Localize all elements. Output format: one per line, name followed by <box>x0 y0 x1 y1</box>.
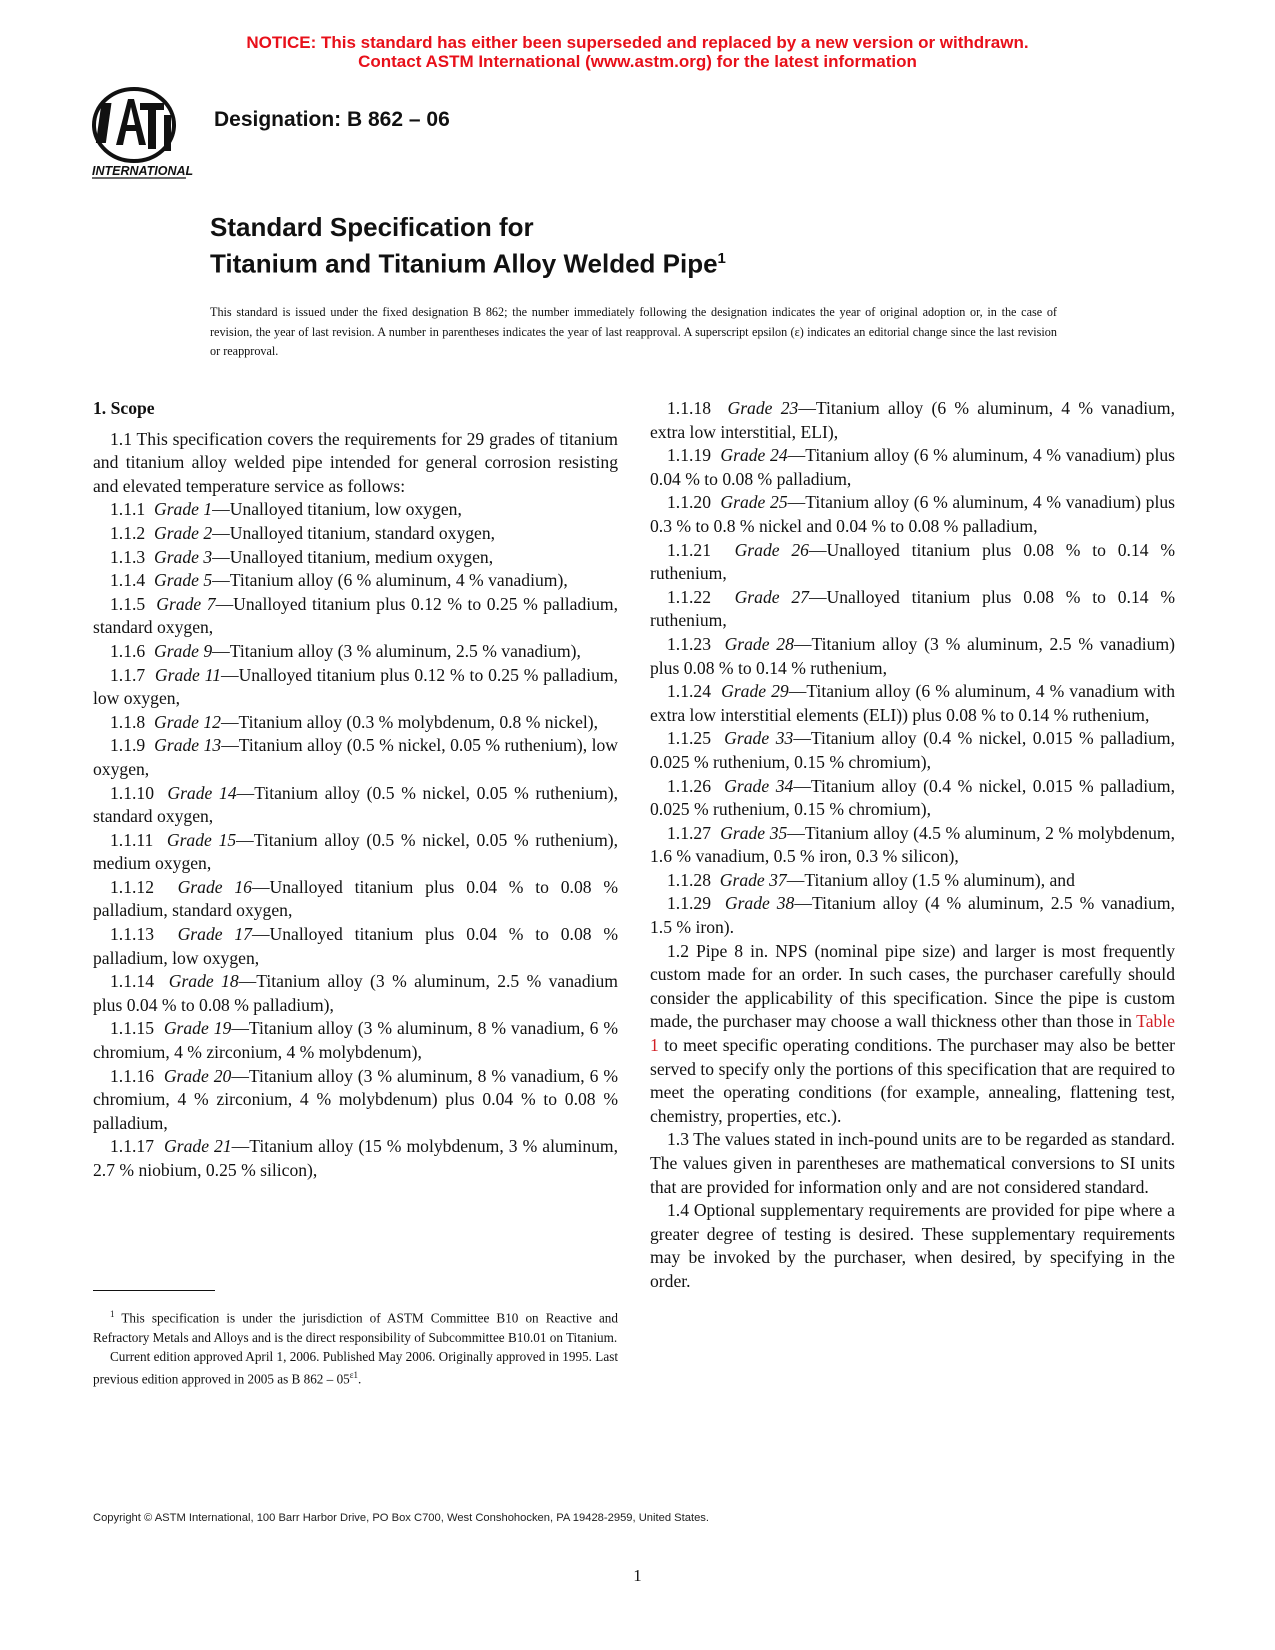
grade-item: 1.1.12 Grade 16—Unalloyed titanium plus 0.04 % to 0.08 % palladium, standard oxygen, <box>93 876 618 921</box>
title-line-1: Standard Specification for <box>210 212 534 242</box>
grade-item: 1.1.10 Grade 14—Titanium alloy (0.5 % nickel, 0.05 % ruthenium), standard oxygen, <box>93 782 619 827</box>
grade-item: 1.1.21 Grade 26—Unalloyed titanium plus 0.08 % to 0.14 % ruthenium, <box>650 539 1175 584</box>
title-line-2: Titanium and Titanium Alloy Welded Pipe$^1$ <box>210 248 726 279</box>
grade-item: 1.1.28 Grade 37—Titanium alloy (1.5 % aluminum), and <box>667 869 1075 890</box>
grade-item: 1.1.19 Grade 24—Titanium alloy (6 % aluminum, 4 % vanadium) plus 0.04 % to 0.08 % palladium, <box>650 445 1176 489</box>
footnotes <box>93 1305 618 1389</box>
logo-text: INTERNATIONAL <box>92 164 194 178</box>
document-title <box>210 212 726 280</box>
grade-item: 1.1.16 Grade 20—Titanium alloy (3 % aluminum, 8 % vanadium, 6 % chromium, 4 % zirconium, 4 % molybdenum) plus 0.04 % to 0.08 % palladium, <box>93 1065 619 1133</box>
grade-item: 1.1.3 Grade 3—Unalloyed titanium, medium oxygen, <box>110 546 494 567</box>
grade-item: 1.1.6 Grade 9—Titanium alloy (3 % aluminum, 2.5 % vanadium), <box>110 640 581 661</box>
grade-item: 1.1.2 Grade 2—Unalloyed titanium, standard oxygen, <box>110 522 496 543</box>
notice-banner <box>0 33 1275 71</box>
grade-item: 1.1.20 Grade 25—Titanium alloy (6 % aluminum, 4 % vanadium) plus 0.3 % to 0.8 % nickel and 0.04 % to 0.08 % palladium, <box>650 492 1176 536</box>
grade-item: 1.1.11 Grade 15—Titanium alloy (0.5 % nickel, 0.05 % ruthenium), medium oxygen, <box>93 829 619 874</box>
grade-item: 1.1.14 Grade 18—Titanium alloy (3 % aluminum, 2.5 % vanadium plus 0.04 % to 0.08 % palladium), <box>93 971 618 1015</box>
right-column <box>650 397 1175 1294</box>
grade-item: 1.1.17 Grade 21—Titanium alloy (15 % molybdenum, 3 % aluminum, 2.7 % niobium, 0.25 % silicon), <box>93 1136 619 1180</box>
grade-item: 1.1.15 Grade 19—Titanium alloy (3 % aluminum, 8 % vanadium, 6 % chromium, 4 % zirconium, 4 % molybdenum), <box>93 1018 619 1063</box>
notice-line-2: Contact ASTM International (www.astm.org) for the latest information <box>358 52 917 71</box>
preamble: This standard is issued under the fixed designation B 862; the number immediately following the designation indicates the year of original adoption or, in the case of revision, the year of last revision. A number in parentheses indicates the year of last reapproval. A superscript epsilon (ε) indicates an editorial change since the last revision or reapproval. <box>210 305 1057 358</box>
left-column <box>93 397 618 1183</box>
grade-item: 1.1.1 Grade 1—Unalloyed titanium, low oxygen, <box>110 499 462 520</box>
grade-item: 1.1.8 Grade 12—Titanium alloy (0.3 % molybdenum, 0.8 % nickel), <box>110 711 599 732</box>
page-number: 1 <box>633 1566 642 1585</box>
grade-item: 1.1.26 Grade 34—Titanium alloy (0.4 % nickel, 0.015 % palladium, 0.025 % ruthenium, 0.15 % chromium), <box>650 775 1175 820</box>
paragraph-1-4: 1.4 Optional supplementary requirements are provided for pipe where a greater degree of testing is desired. These supplementary requirements may be invoked by the purchaser, when desired, by specifying in the order. <box>650 1200 1175 1291</box>
grade-item: 1.1.24 Grade 29—Titanium alloy (6 % aluminum, 4 % vanadium with extra low interstitial elements (ELI)) plus 0.08 % to 0.14 % ruthenium, <box>650 681 1175 725</box>
grade-item: 1.1.27 Grade 35—Titanium alloy (4.5 % aluminum, 2 % molybdenum, 1.6 % vanadium, 0.5 % iron, 0.3 % silicon), <box>650 822 1175 867</box>
section-heading-scope: 1. Scope <box>93 398 155 418</box>
copyright: Copyright © ASTM International, 100 Barr Harbor Drive, PO Box C700, West Conshohocken, PA 19428-2959, United States. <box>93 1512 709 1524</box>
footnote-1: $^1$ This specification is under the jurisdiction of ASTM Committee B10 on Reactive and Refractory Metals and Alloys and is the direct responsibility of Subcommittee B10.01 on Titanium. <box>93 1309 618 1345</box>
grade-item: 1.1.23 Grade 28—Titanium alloy (3 % aluminum, 2.5 % vanadium) plus 0.08 % to 0.14 % ruthenium, <box>650 633 1176 678</box>
table-1-link[interactable]: Table 1 <box>650 1011 1175 1056</box>
grade-item: 1.1.7 Grade 11—Unalloyed titanium plus 0.12 % to 0.25 % palladium, low oxygen, <box>93 664 618 709</box>
grade-item: 1.1.13 Grade 17—Unalloyed titanium plus 0.04 % to 0.08 % palladium, low oxygen, <box>93 924 618 968</box>
footnote-divider <box>93 1290 215 1291</box>
astm-logo <box>90 85 200 185</box>
title-footnote-mark: 1 <box>717 250 726 267</box>
grade-item: 1.1.29 Grade 38—Titanium alloy (4 % aluminum, 2.5 % vanadium, 1.5 % iron). <box>650 893 1175 938</box>
grade-item: 1.1.22 Grade 27—Unalloyed titanium plus 0.08 % to 0.14 % ruthenium, <box>650 586 1175 631</box>
grade-item: 1.1.18 Grade 23—Titanium alloy (6 % aluminum, 4 % vanadium, extra low interstitial, ELI), <box>650 398 1176 442</box>
paragraph-1-3: 1.3 The values stated in inch-pound units are to be regarded as standard. The values given in parentheses are mathematical conversions to SI units that are provided for information only and are not considered standard. <box>650 1129 1175 1197</box>
designation: Designation: B 862 – 06 <box>214 108 450 131</box>
grade-item: 1.1.4 Grade 5—Titanium alloy (6 % aluminum, 4 % vanadium), <box>110 570 568 591</box>
grade-item: 1.1.5 Grade 7—Unalloyed titanium plus 0.12 % to 0.25 % palladium, standard oxygen, <box>93 593 619 638</box>
footnote-edition: Current edition approved April 1, 2006. Published May 2006. Originally approved in 1995. Last previous edition approved in 2005 as B $862 - 05^{\varepsilon 1}$. <box>93 1348 618 1387</box>
notice-line-1: NOTICE: This standard has either been superseded and replaced by a new version or withdrawn. <box>246 33 1029 52</box>
paragraph-1-1: 1.1 This specification covers the requirements for 29 grades of titanium and titanium alloy welded pipe intended for general corrosion resisting and elevated temperature service as follows: <box>93 428 618 496</box>
grade-item: 1.1.25 Grade 33—Titanium alloy (0.4 % nickel, 0.015 % palladium, 0.025 % ruthenium, 0.15 % chromium), <box>650 728 1175 772</box>
paragraph-1-2: 1.2 Pipe 8 in. NPS (nominal pipe size) and larger is most frequently custom made for an order. In such cases, the purchaser carefully should consider the applicability of this specification. Since the pipe is custom made, the purchaser may choose a wall thickness other than those in Table 1 to meet specific operating conditions. The purchaser may also be better served to specify only the portions of this specification that are required to meet the operating conditions (for example, annealing, flattening test, chemistry, properties, etc.). <box>650 940 1175 1126</box>
grade-item: 1.1.9 Grade 13—Titanium alloy (0.5 % nickel, 0.05 % ruthenium), low oxygen, <box>93 735 618 779</box>
